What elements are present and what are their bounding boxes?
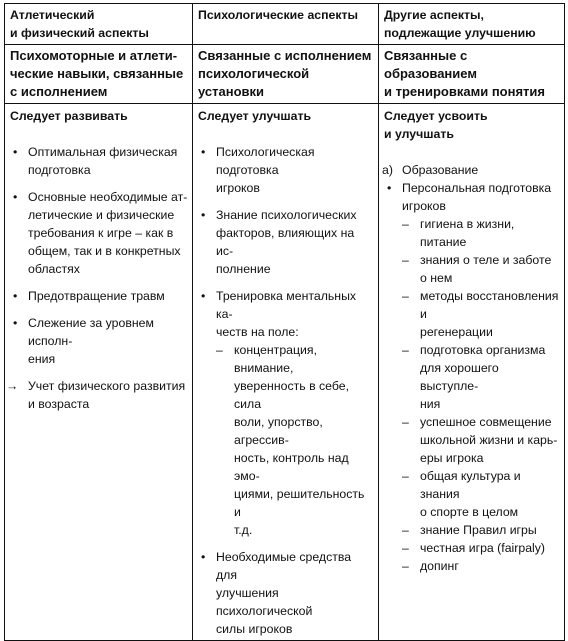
list-item-text: областях [28,262,80,276]
dash-marker-icon: – [402,541,409,555]
list-item [10,314,188,368]
subheader-line: Связанные с исполнением [198,48,372,63]
dash-marker-icon: – [402,469,409,483]
header-line: Атлетический [10,8,95,22]
spacer [198,197,374,206]
sub-item-text: честная игра (fairpaly) [420,541,546,555]
list-item-text: Основные необходимые ат- [28,190,188,204]
list-item [384,179,560,215]
list-item-text: Знание психологических [216,208,357,222]
subheader-cell [193,45,379,104]
dash-marker-icon: – [402,289,409,303]
sub-item-text: методы восстановления и [420,289,559,321]
list-item-text: Необходимые средства для [216,550,352,582]
sub-item-text: о нем [420,271,453,285]
sub-item-list [384,215,560,575]
subheader-line: и тренировками понятия [384,84,545,99]
dash-marker-icon: – [402,343,409,357]
item-list [198,143,374,638]
sub-item-text: циями, решительность и [234,487,365,519]
action-heading [384,107,560,143]
action-line: и улучшать [384,127,454,141]
bullet-icon: • [201,208,206,222]
action-line: Следует усвоить [384,109,488,123]
list-item-text: летические и физические [28,208,175,222]
list-item-text: Предотвращение травм [28,289,165,303]
sub-item-text: знание Правил игры [420,523,537,537]
dash-marker-icon: – [402,415,409,429]
arrow-marker-icon: → [6,379,19,393]
subheader-line: Психомоторные и атлети- [10,48,178,63]
sub-list-item [384,521,560,539]
spacer [198,278,374,287]
list-item-text: игроков [216,181,260,195]
sub-item-text: о спорте в целом [420,505,519,519]
list-item-text: Образование [402,163,479,177]
list-item [384,161,560,179]
body-row [5,104,565,641]
item-list [6,143,188,413]
spacer [10,179,188,188]
header-line: Психологические аспекты [198,8,359,22]
subheader-cell [379,45,565,104]
sub-list-item [198,341,374,539]
list-item-text: общем, так и в конкретных [28,244,181,258]
spacer [10,368,188,377]
list-item-text: Тренировка ментальных ка- [216,289,357,321]
bullet-icon: • [13,316,18,330]
sub-item-text: общая культура и знания [420,469,521,501]
sub-list-item [384,251,560,287]
sub-item-text: ния [420,397,441,411]
sub-item-text: для хорошего выступле- [420,361,499,393]
letter-marker: а) [382,163,393,177]
bullet-icon: • [13,190,18,204]
list-item-text: подготовка [28,163,91,177]
sub-list-item [384,215,560,251]
sub-list-item [384,413,560,467]
sub-item-list [198,341,374,539]
sub-item-text: уверенность в себе, сила [234,379,350,411]
list-item-text: и возраста [28,397,90,411]
body-cell [5,104,193,641]
bullet-icon: • [201,145,206,159]
action-heading [10,107,188,125]
list-item-text: требования к игре – как в [28,226,174,240]
sub-item-text: еры игрока [420,451,484,465]
list-item [198,143,374,197]
spacer [10,278,188,287]
list-item [10,188,188,278]
sub-item-text: воли, упорство, агрессив- [234,415,323,447]
sub-item-text: школьной жизни и карь- [420,433,558,447]
list-item-text: факторов, влияющих на ис- [216,226,355,258]
aspects-table [4,3,565,641]
sub-list-item [384,539,560,557]
dash-marker-icon: – [402,523,409,537]
list-item-text: Слежение за уровнем исполн- [28,316,154,348]
list-item-text: Персональная подготовка [402,181,552,195]
body-cell [193,104,379,641]
sub-item-text: т.д. [234,523,253,537]
subheader-line: ческие навыки, связанные [10,66,184,81]
subheader-line: Связанные с образованием [384,48,477,81]
bullet-icon: • [201,289,206,303]
sub-item-text: регенерации [420,325,493,339]
list-item [198,548,374,638]
item-list [384,161,560,575]
header-row [5,4,565,45]
action-line: Следует развивать [10,109,128,123]
list-item-text: игроков [402,199,446,213]
list-item-text: полнение [216,262,271,276]
header-line: Другие аспекты, [384,8,484,22]
list-item [198,287,374,341]
list-item [6,377,188,413]
list-item-text: силы игроков [216,622,293,636]
sub-item-text: ность, контроль над эмо- [234,451,349,483]
bullet-icon: • [13,145,18,159]
dash-marker-icon: – [402,559,409,573]
sub-list-item [384,557,560,575]
sub-item-text: гигиена в жизни, питание [420,217,515,249]
list-item [198,206,374,278]
spacer [198,539,374,548]
header-cell [5,4,193,45]
sub-item-text: концентрация, внимание, [234,343,317,375]
header-line: подлежащие улучшению [384,26,536,40]
bullet-icon: • [201,550,206,564]
body-cell [379,104,565,641]
dash-marker-icon: – [402,217,409,231]
subheader-line: психологической установки [198,66,310,99]
subheader-line: с исполнением [10,84,108,99]
sub-item-text: допинг [420,559,459,573]
action-heading [198,107,374,125]
list-item-text: Учет физического развития [28,379,186,393]
list-item-text: ения [28,352,56,366]
list-item-text: Оптимальная физическая [28,145,178,159]
sub-list-item [384,341,560,413]
action-line: Следует улучшать [198,109,312,123]
sub-item-text: подготовка организма [420,343,546,357]
dash-marker-icon: – [216,343,223,357]
list-item [10,287,188,305]
sub-list-item [384,287,560,341]
sub-item-text: успешное совмещение [420,415,552,429]
subheader-cell [5,45,193,104]
header-cell [193,4,379,45]
bullet-icon: • [13,289,18,303]
spacer [10,305,188,314]
subheader-row [5,45,565,104]
aspects-table-page [4,3,564,636]
list-item [10,143,188,179]
header-line: и физический аспекты [10,26,149,40]
dash-marker-icon: – [402,253,409,267]
list-item-text: Психологическая подготовка [216,145,315,177]
sub-item-text: знания о теле и заботе [420,253,552,267]
header-cell [379,4,565,45]
list-item-text: улучшения психологической [216,586,313,618]
sub-list-item [384,467,560,521]
list-item-text: честв на поле: [216,325,299,339]
bullet-icon: • [387,181,392,195]
